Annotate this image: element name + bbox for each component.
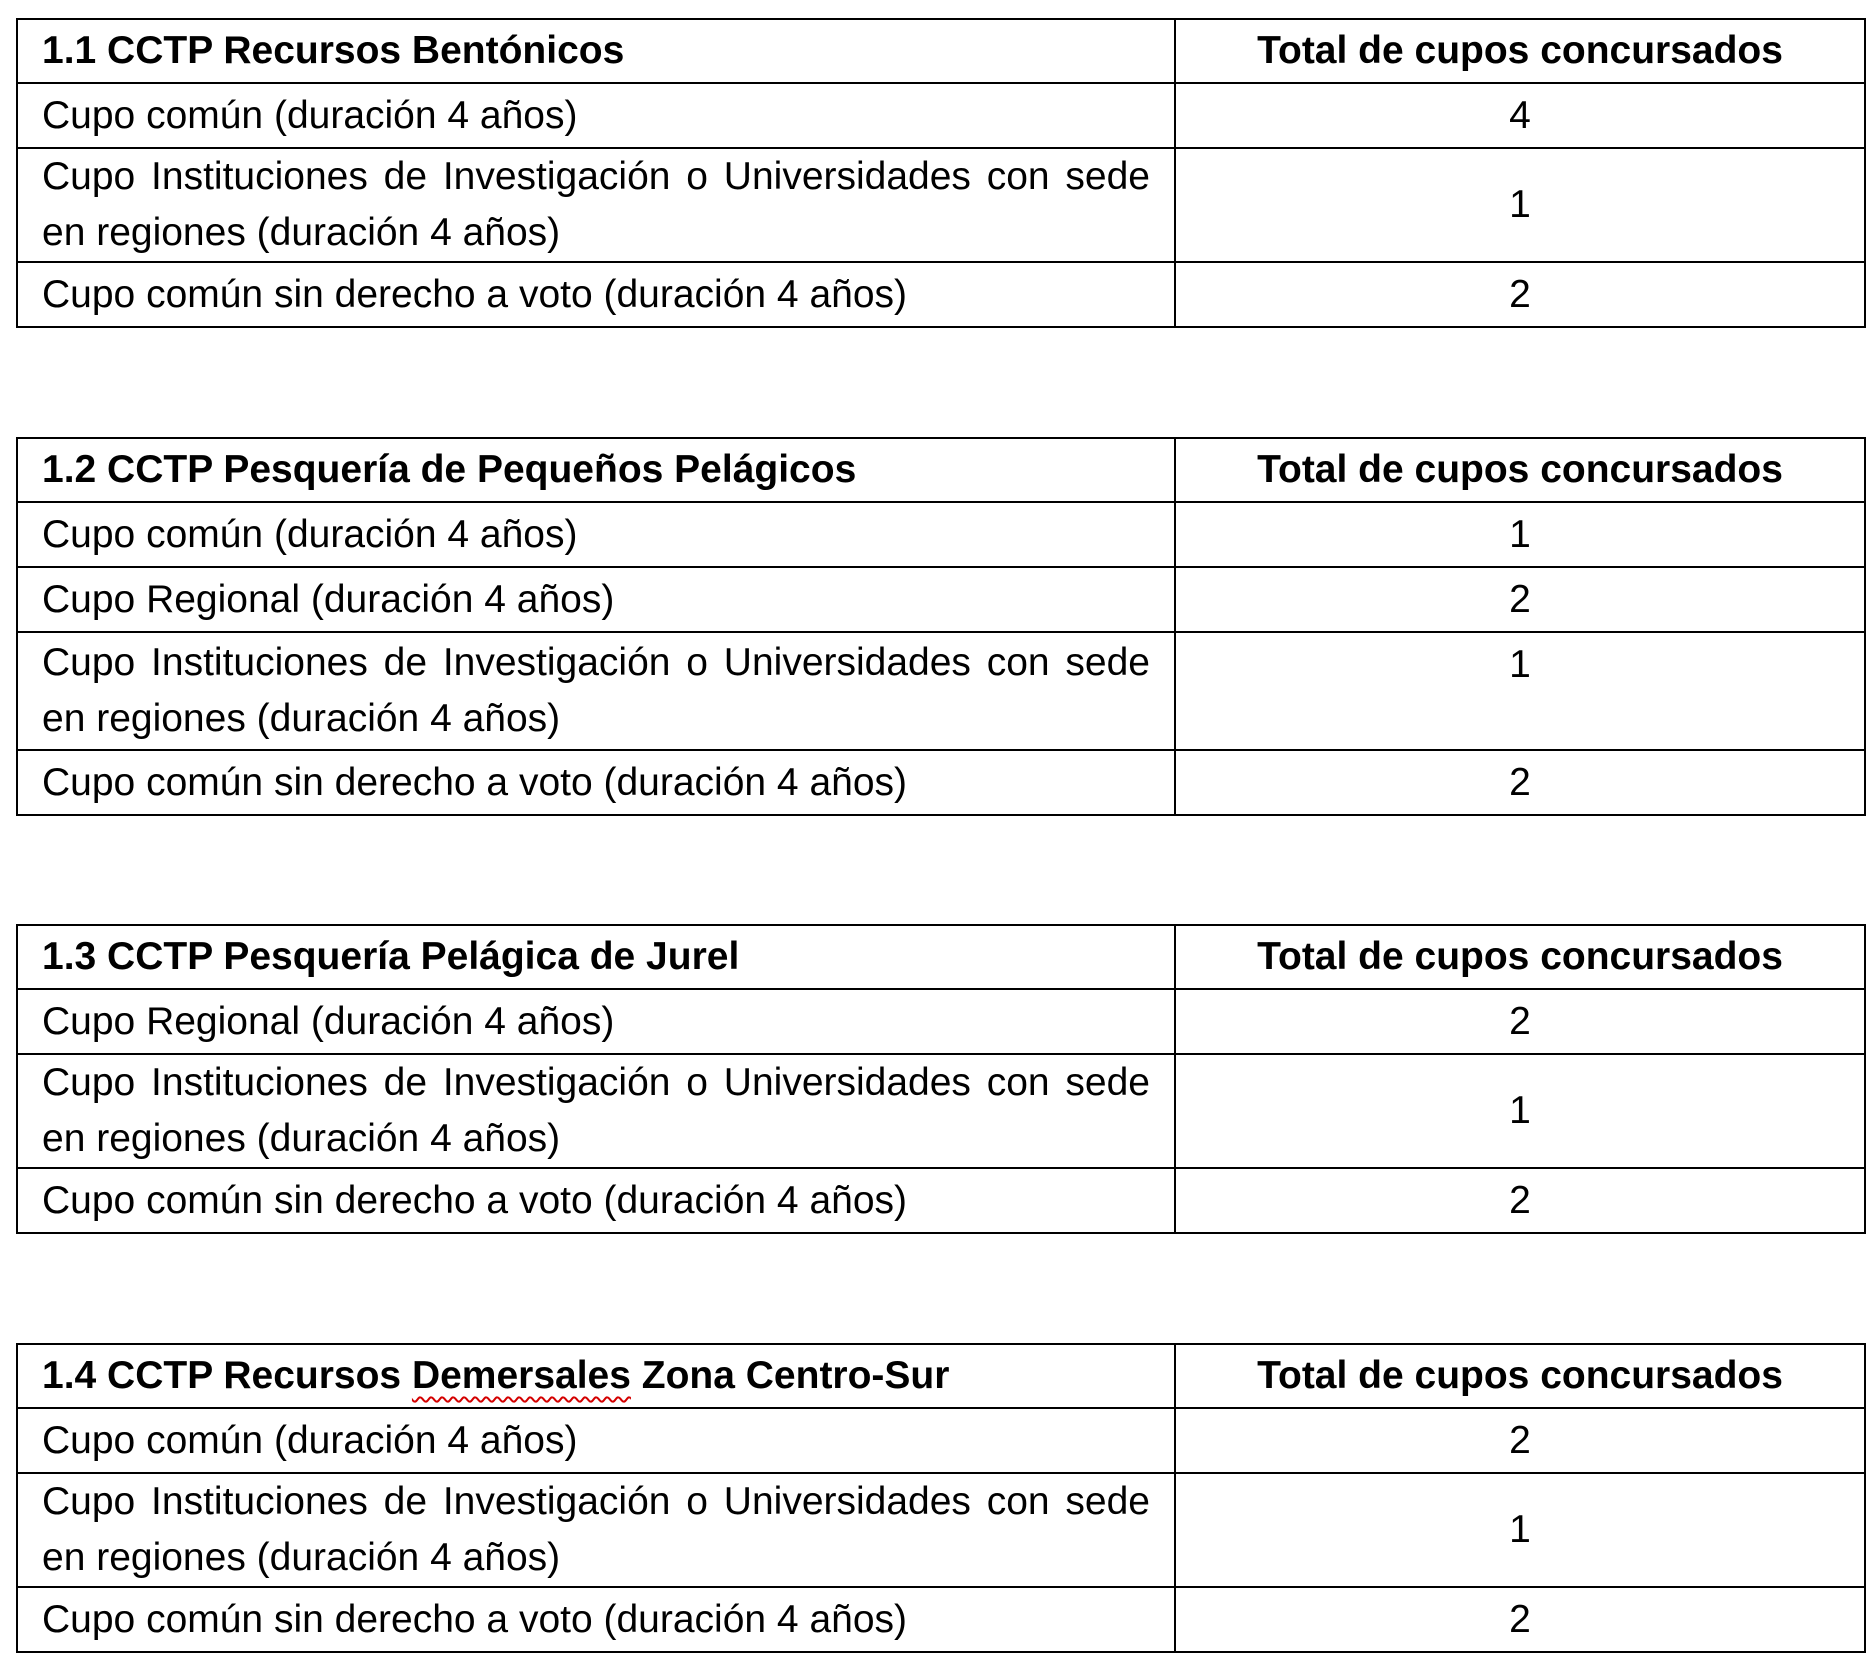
row-label: Cupo Instituciones de Investigación o Universidades con sede en regiones (duración 4 años) [17,148,1175,262]
row-label: Cupo común (duración 4 años) [17,83,1175,148]
row-label: Cupo Instituciones de Investigación o Universidades con sede en regiones (duración 4 años) [17,632,1175,750]
table-title-suffix: Zona Centro-Sur [630,1354,950,1397]
table-cctp-pequenos-pelagicos [16,437,1866,816]
table-title: 1.1 CCTP Recursos Bentónicos [17,19,1175,83]
row-value: 1 [1175,1054,1865,1168]
table-header-row [17,19,1865,83]
row-value: 2 [1175,567,1865,632]
table-cctp-demersales-centro-sur [16,1343,1866,1653]
row-label: Cupo común sin derecho a voto (duración 4 años) [17,1587,1175,1652]
row-value: 2 [1175,1587,1865,1652]
row-value: 2 [1175,1168,1865,1233]
column-header: Total de cupos concursados [1175,1344,1865,1408]
row-label: Cupo Regional (duración 4 años) [17,989,1175,1054]
table-header-row [17,438,1865,502]
table-title-prefix: 1.4 CCTP Recursos [42,1354,412,1397]
table-title [17,1344,1175,1408]
row-value: 4 [1175,83,1865,148]
row-label: Cupo común sin derecho a voto (duración 4 años) [17,262,1175,327]
row-value: 1 [1175,1473,1865,1587]
table-row [17,502,1865,567]
row-label: Cupo común sin derecho a voto (duración 4 años) [17,750,1175,815]
spellcheck-underlined-word: Demersales [411,1354,631,1397]
row-label: Cupo común sin derecho a voto (duración 4 años) [17,1168,1175,1233]
table-row [17,1587,1865,1652]
row-value: 1 [1175,502,1865,567]
column-header: Total de cupos concursados [1175,925,1865,989]
column-header: Total de cupos concursados [1175,19,1865,83]
table-row [17,567,1865,632]
table-cctp-pelagica-jurel [16,924,1866,1234]
table-row [17,632,1865,750]
table-title: 1.2 CCTP Pesquería de Pequeños Pelágicos [17,438,1175,502]
table-row [17,1473,1865,1587]
row-label: Cupo Instituciones de Investigación o Universidades con sede en regiones (duración 4 años) [17,1054,1175,1168]
row-value: 2 [1175,750,1865,815]
table-header-row [17,925,1865,989]
row-value: 1 [1175,632,1865,750]
row-value: 1 [1175,148,1865,262]
table-row [17,262,1865,327]
table-row [17,750,1865,815]
row-value: 2 [1175,989,1865,1054]
table-row [17,1168,1865,1233]
table-row [17,1408,1865,1473]
row-value: 2 [1175,1408,1865,1473]
row-label: Cupo común (duración 4 años) [17,502,1175,567]
row-label: Cupo Regional (duración 4 años) [17,567,1175,632]
table-title: 1.3 CCTP Pesquería Pelágica de Jurel [17,925,1175,989]
table-cctp-recursos-bentonicos [16,18,1866,328]
row-value: 2 [1175,262,1865,327]
row-label: Cupo Instituciones de Investigación o Universidades con sede en regiones (duración 4 años) [17,1473,1175,1587]
table-row [17,148,1865,262]
table-row [17,1054,1865,1168]
row-label: Cupo común (duración 4 años) [17,1408,1175,1473]
table-header-row [17,1344,1865,1408]
column-header: Total de cupos concursados [1175,438,1865,502]
table-row [17,989,1865,1054]
table-row [17,83,1865,148]
